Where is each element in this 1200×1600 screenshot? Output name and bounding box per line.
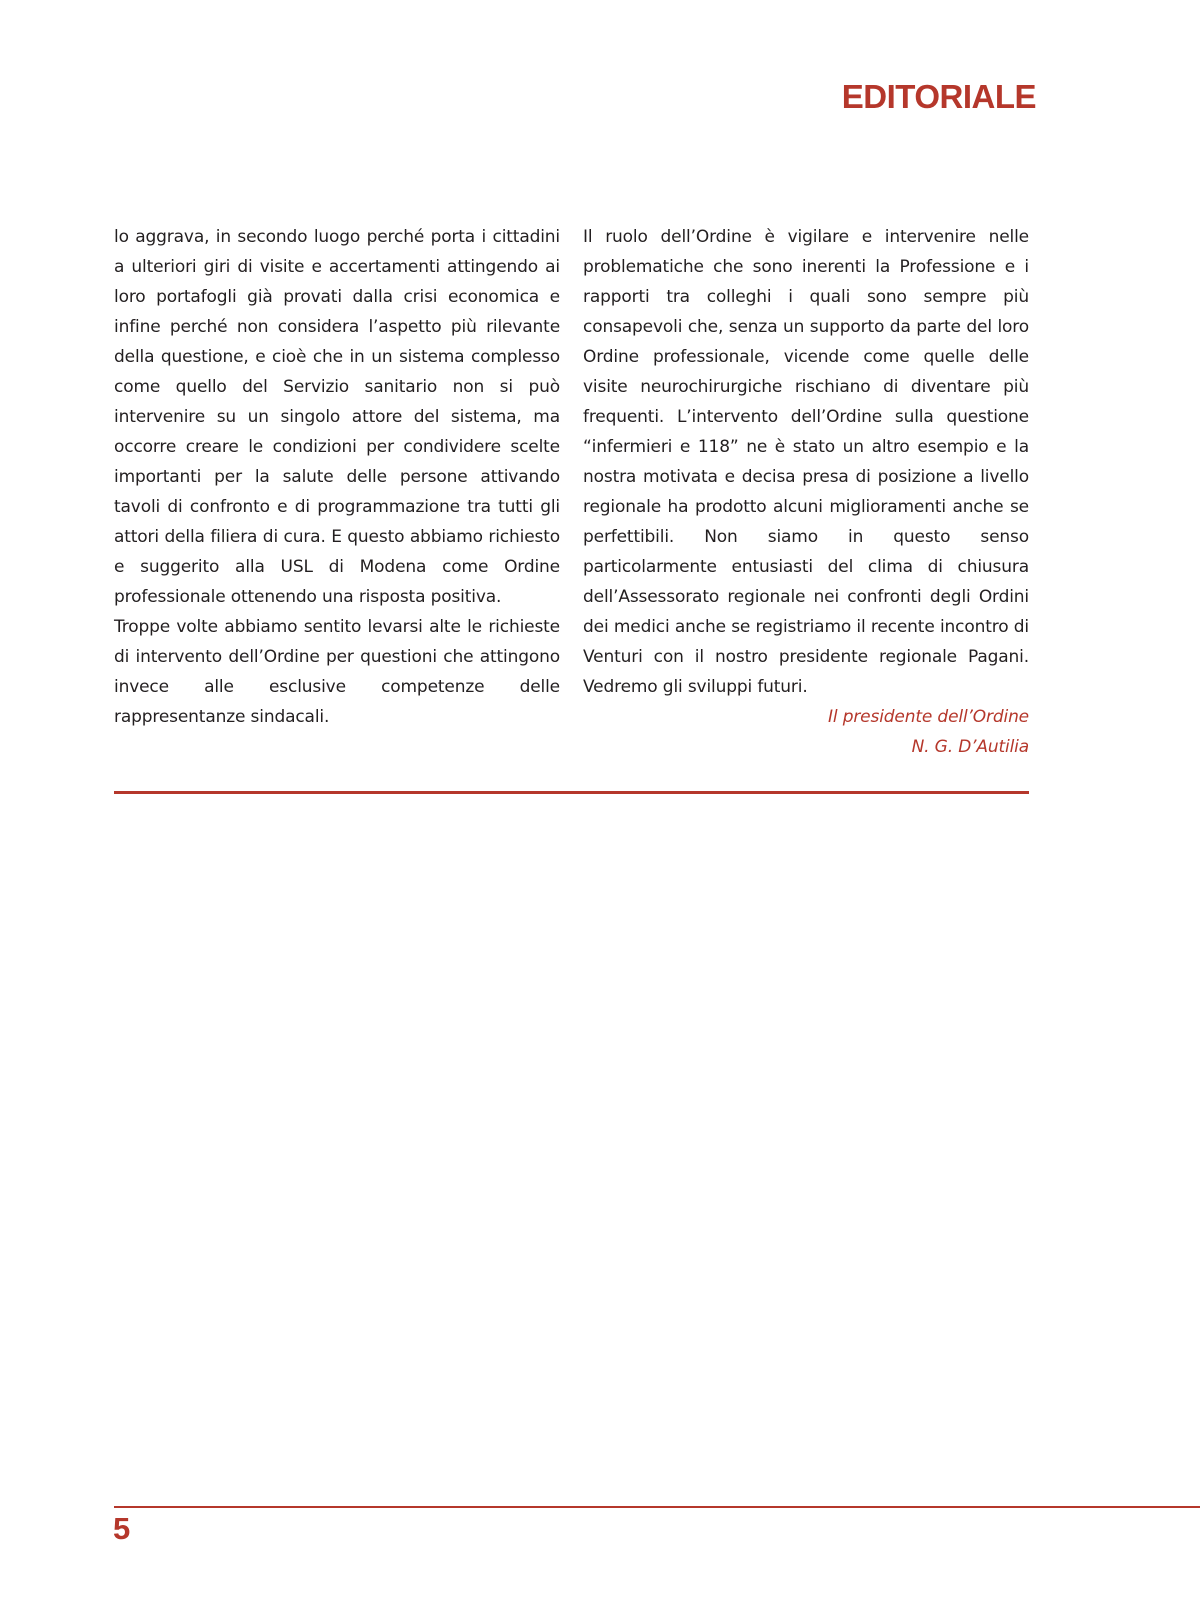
body-paragraph: Troppe volte abbiamo sentito levarsi alte le richieste di intervento dell’Ordine per questioni che attingono invece alle esclusive competenze delle rappresentanze sindacali. [114,617,560,727]
footer-divider [114,1506,1200,1508]
left-column [114,222,560,732]
body-paragraph: lo aggrava, in secondo luogo perché porta i cittadini a ulteriori giri di visite e accertamenti attingendo ai loro portafogli già provati dalla crisi economica e infine perché non considera l’aspetto più rilevante della questione, e cioè che in un sistema complesso come quello del Servizio sanitario non si può intervenire su un singolo attore del sistema, ma occorre creare le condizioni per condividere scelte importanti per la salute delle persone attivando tavoli di confronto e di programmazione tra tutti gli attori della filiera di cura. E questo abbiamo richiesto e suggerito alla USL di Modena come Ordine professionale ottenendo una risposta positiva. [114,227,560,607]
section-divider [114,791,1029,794]
page-number: 5 [113,1511,131,1546]
body-paragraph: Il ruolo dell’Ordine è vigilare e intervenire nelle problematiche che sono inerenti la Professione e i rapporti tra colleghi i quali sono sempre più consapevoli che, senza un supporto da parte del loro Ordine professionale, vicende come quelle delle visite neurochirurgiche rischiano di diventare più frequenti. L’intervento dell’Ordine sulla questione “infermieri e 118” ne è stato un altro esempio e la nostra motivata e decisa presa di posizione a livello regionale ha prodotto alcuni miglioramenti anche se perfettibili. Non siamo in questo senso particolarmente entusiasti del clima di chiusura dell’Assessorato regionale nei confronti degli Ordini dei medici anche se registriamo il recente incontro di Venturi con il nostro presidente regionale Pagani. Vedremo gli sviluppi futuri. [583,227,1029,697]
signature-role: Il presidente dell’Ordine [828,707,1029,727]
signature [583,702,1029,762]
signature-name: N. G. D’Autilia [911,737,1029,757]
right-column [583,222,1029,762]
section-title: EDITORIALE [841,78,1036,115]
